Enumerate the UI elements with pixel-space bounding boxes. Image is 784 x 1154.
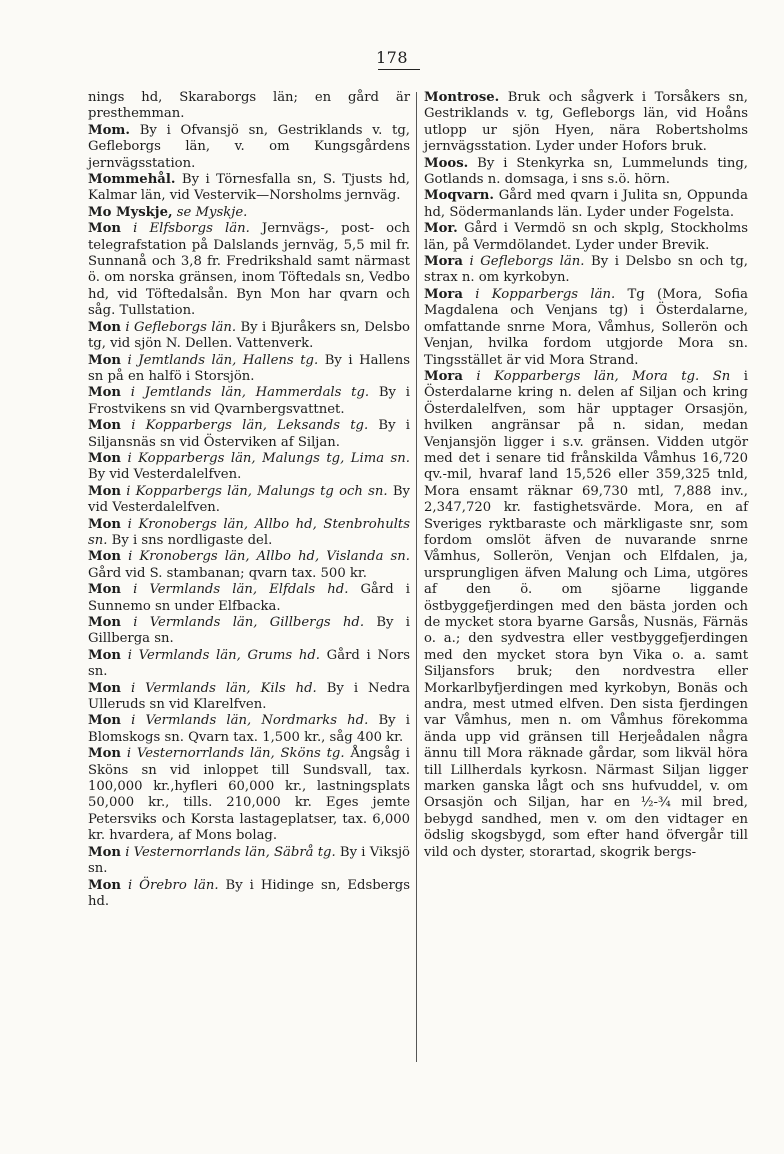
entry-text: By i Viksjö sn. — [88, 844, 410, 877]
entry-headword: Mora — [424, 286, 463, 302]
entry-headword: Moos. — [424, 155, 469, 171]
entry-location: i Örebro län. — [127, 877, 219, 893]
entry-headword: Mon — [88, 319, 121, 335]
entry-headword: Mon — [88, 483, 121, 499]
entry-location: i Kopparbergs län, Mora tg. Sn — [476, 368, 731, 384]
dictionary-entry — [88, 353, 410, 386]
entry-text: Gård i Nors sn. — [88, 647, 410, 680]
dictionary-entry — [88, 451, 410, 484]
entry-text: By i Siljansnäs sn vid Österviken af Siljan. — [88, 418, 410, 450]
dictionary-entry — [424, 221, 748, 254]
entry-headword: Mon — [88, 516, 121, 532]
entry-location: i Elfsborgs län. — [133, 221, 250, 237]
entry-headword: Mora — [424, 254, 463, 270]
entry-location: i Jemtlands län, Hammerdals tg. — [130, 385, 370, 401]
dictionary-entry — [88, 484, 410, 517]
entry-headword: Montrose. — [424, 90, 500, 105]
entry-headword: Mon — [88, 385, 121, 401]
dictionary-entry — [88, 648, 410, 681]
entry-headword: Mon — [88, 615, 121, 630]
entry-text: Gård vid S. stambanan; qvarn tax. 500 kr. — [88, 565, 367, 581]
entry-location: i Vesternorrlands län, Sköns tg. — [126, 746, 345, 762]
page-number-rule — [378, 69, 420, 70]
entry-text: By i Gillberga sn. — [88, 615, 410, 647]
entry-location: i Vermlands län, Kils hd. — [130, 680, 317, 696]
entry-text: Gård i Vermdö sn och skplg, Stockholms län, på Vermdölandet. Lyder under Brevik. — [424, 221, 748, 253]
entry-text: By i Bjuråkers sn, Delsbo tg, vid sjön N. Dellen. Vattenverk. — [88, 319, 410, 352]
entry-location: i Kopparbergs län. — [475, 286, 616, 302]
entry-headword: Mon — [88, 549, 121, 565]
entry-location: i Vermlands län, Elfdals hd. — [133, 582, 349, 598]
dictionary-entry — [88, 615, 410, 648]
entry-headword: Mon — [88, 352, 121, 368]
entry-headword: Mo Myskje, — [88, 204, 173, 220]
entry-headword: Mon — [88, 713, 121, 729]
entry-headword: Mora — [424, 368, 463, 384]
dictionary-entry — [88, 746, 410, 844]
column-divider — [416, 92, 417, 1062]
dictionary-entry — [88, 221, 410, 319]
entry-text: nings hd, Skaraborgs län; en gård är presthemman. — [88, 90, 410, 122]
entry-location: i Jemtlands län, Hallens tg. — [127, 352, 319, 368]
left-column — [88, 90, 410, 910]
entry-headword: Mon — [88, 680, 121, 696]
entry-headword: Mor. — [424, 221, 458, 237]
entry-text: By i Delsbo sn och tg, strax n. om kyrkobyn. — [424, 254, 748, 286]
entry-headword: Mommehål. — [88, 172, 176, 188]
entry-text: Ångsåg i Sköns sn vid inloppet till Sundsvall, tax. 100,000 kr.,hyfleri 60,000 kr., lastningsplats 50,000 kr., tills. 210,000 kr. Eges jemte Petersviks och Korsta lastageplatser, tax. 6,000 kr. hvardera, af Mons bolag. — [88, 746, 410, 844]
dictionary-entry — [88, 418, 410, 451]
entry-text: By i Hallens sn på en halfö i Storsjön. — [88, 352, 410, 384]
entry-text: By i sns nordligaste del. — [111, 532, 273, 548]
entry-text: By i Hidinge sn, Edsbergs hd. — [88, 877, 410, 909]
entry-text: By vid Vesterdalelfven. — [88, 483, 410, 516]
dictionary-entry — [88, 517, 410, 550]
right-column — [424, 90, 748, 861]
entry-location: i Vermlands län, Grums hd. — [127, 647, 320, 663]
entry-text: Bruk och sågverk i Torsåkers sn, Gestriklands v. tg, Gefleborgs län, vid Hoåns utlopp ur sjön Hyen, nära Robertsholms jernvägsstation. Lyder under Hofors bruk. — [424, 90, 748, 155]
entry-text: By i Stenkyrka sn, Lummelunds ting, Gotlands n. domsaga, i sns s.ö. hörn. — [424, 155, 748, 188]
entry-location: i Kronobergs län, Allbo hd, Vislanda sn. — [128, 549, 410, 565]
dictionary-entry — [88, 205, 410, 221]
dictionary-entry — [424, 90, 748, 156]
dictionary-entry — [424, 156, 748, 189]
entry-location: i Vesternorrlands län, Säbrå tg. — [125, 844, 336, 860]
entry-headword: Mom. — [88, 122, 130, 138]
entry-location: i Kopparbergs län, Malungs tg och sn. — [126, 483, 388, 499]
entry-headword: Mon — [88, 450, 121, 466]
dictionary-entry — [424, 254, 748, 287]
entry-text: By vid Vesterdalelfven. — [88, 467, 242, 483]
dictionary-entry — [88, 320, 410, 353]
dictionary-entry — [88, 582, 410, 615]
dictionary-entry — [88, 681, 410, 714]
entry-location: i Kopparbergs län, Leksands tg. — [131, 418, 369, 434]
dictionary-entry — [88, 878, 410, 911]
dictionary-entry — [88, 123, 410, 172]
entry-headword: Mon — [88, 582, 121, 598]
dictionary-entry — [88, 713, 410, 746]
dictionary-entry — [88, 845, 410, 878]
dictionary-entry — [88, 549, 410, 582]
entry-location: i Gefleborgs län. — [469, 254, 585, 270]
entry-location: i Vermlands län, Nordmarks hd. — [131, 713, 369, 729]
dictionary-entry — [424, 369, 748, 861]
entry-location: i Kronobergs län, Allbo hd, Stenbrohults sn. — [88, 516, 410, 548]
entry-text: Gård i Sunnemo sn under Elfbacka. — [88, 582, 410, 614]
entry-headword: Mon — [88, 418, 121, 434]
dictionary-entry — [424, 287, 748, 369]
dictionary-entry — [88, 172, 410, 205]
entry-text: By i Nedra Ulleruds sn vid Klarelfven. — [88, 680, 410, 713]
entry-text: Jernvägs-, post- och telegrafstation på Dalslands jernväg, 5,5 mil fr. Sunnanå och 3,8 fr. Fredrikshald samt närmast ö. om norska gränsen, inom Töftedals sn, Vedbo hd, vid Töftedalsån. Byn Mon har qvarn och såg. Tullstation. — [88, 221, 410, 319]
dictionary-entry — [88, 385, 410, 418]
entry-headword: Mon — [88, 746, 121, 762]
entry-location: i Kopparbergs län, Malungs tg, Lima sn. — [127, 450, 410, 466]
entry-headword: Mon — [88, 221, 121, 237]
entry-text: By i Törnesfalla sn, S. Tjusts hd, Kalmar län, vid Vestervik—Norsholms jernväg. — [88, 172, 410, 204]
entry-headword: Moqvarn. — [424, 188, 494, 204]
entry-text: i Österdalarne kring n. delen af Siljan och kring Österdalelfven, som här upptager Orsasjön, hvilken angränsar på n. sidan, medan Venjansjön ligger i s.v. gränsen. Vidden utgör med det i senare tid frånskilda Våmhus 16,720 qv.-mil, hvaraf land 15,526 eller 359,325 tnld, Mora ensamt räknar 69,730 mtl, 7,888 inv., 2,347,720 kr. fastighetsvärde. Mora, en af Sveriges ryktbaraste och märkligaste snr, som fordom omslöt äfven de nuvarande snrne Våmhus, Sollerön, Venjan och Elfdalen, ja, ursprungligen äfven Malung och Lima, utgöres af den ö. om sjöarne liggande östbyggefjerdingen med den bästa jorden och de mycket stora byarne Garsås, Nusnäs, Färnäs o. a.; den sydvestra eller vestbyggefjerdingen med den mycket stora byn Vika o. a. samt Siljansfors bruk; den nordvestra eller Morkarlbyfjerdingen med kyrkobyn, Bonäs och andra, mest utmed elfven. Den sista fjerdingen var Våmhus, men n. om Våmhus förekomma ända upp vid gränsen till Herjeådalen några ännu till Mora räknade gårdar, som likväl höra till Lillherdals kyrkosn. Närmast Siljan ligger marken ganska lågt och sns hufvuddel, v. om Orsasjön och Siljan, har en ½-¾ mil bred, bebygd sandhed, men v. om den vidtager en ödslig skogsbygd, som efter hand öfvergår till vild och dyster, storartad, skogrik bergs- — [424, 368, 748, 860]
entry-location: i Vermlands län, Gillbergs hd. — [133, 615, 365, 630]
entry-text: By i Blomskogs sn. Qvarn tax. 1,500 kr., såg 400 kr. — [88, 713, 410, 745]
dictionary-entry — [88, 90, 410, 123]
entry-text: Gård med qvarn i Julita sn, Oppunda hd, Södermanlands län. Lyder under Fogelsta. — [424, 188, 748, 220]
page-number: 178 — [375, 48, 409, 67]
dictionary-entry — [424, 188, 748, 221]
entry-text: By i Ofvansjö sn, Gestriklands v. tg, Gefleborgs län, v. om Kungsgårdens jernvägsstation. — [88, 122, 410, 171]
entry-headword: Mon — [88, 647, 121, 663]
entry-text: By i Frostvikens sn vid Qvarnbergsvattnet. — [88, 385, 410, 417]
entry-headword: Mon — [88, 844, 121, 860]
entry-text: Tg (Mora, Sofia Magdalena och Venjans tg) i Österdalarne, omfattande snrne Mora, Våmhus, Sollerön och Venjan, hvilka fordom utgjorde Mora sn. Tingsstället är vid Mora Strand. — [424, 286, 748, 368]
entry-headword: Mon — [88, 877, 121, 893]
entry-location: se Myskje. — [176, 204, 248, 220]
entry-location: i Gefleborgs län. — [125, 319, 237, 335]
